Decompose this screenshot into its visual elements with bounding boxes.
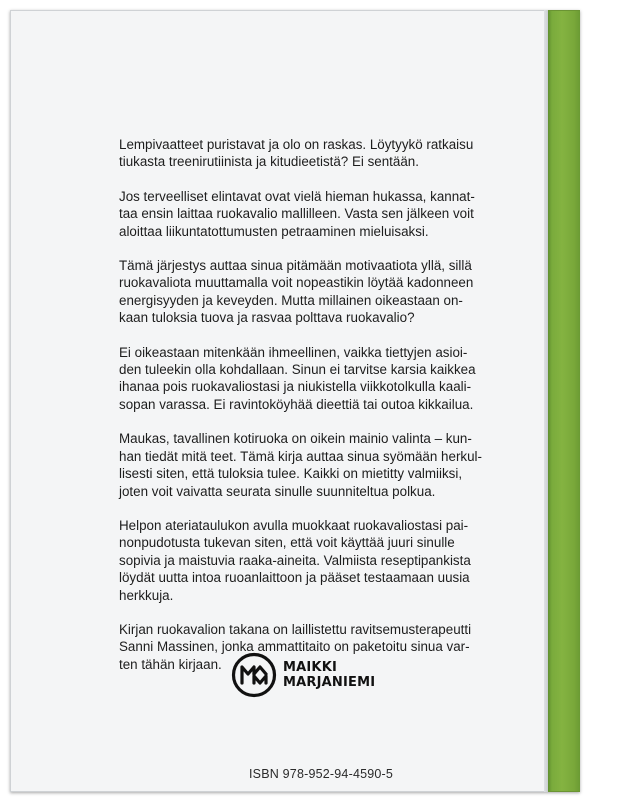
blurb-paragraph-1: Lempivaatteet puristavat ja olo on raskas. Löytyykö ratkaisu tiukasta treenirutiinista ja kitudieetistä? Ei sentään. (119, 137, 474, 170)
mm-monogram-icon (231, 652, 277, 698)
blurb-paragraph-5: Maukas, tavallinen kotiruoka on oikein mainio valinta – kun- han tiedät mitä teet. Tämä kirja auttaa sinua syömään herkul- lisesti siten, että tuloksia tulee. Kaikki on mietitty valmiiksi, joten voit vaivatta seurata sinulle suunniteltua polkua. (119, 431, 482, 499)
logo-line-2: MARJANIEMI (283, 675, 376, 690)
cover-panel (10, 10, 548, 792)
blurb-paragraph-2: Jos terveelliset elintavat ovat vielä hieman hukassa, kannat- taa ensin laittaa ruokavalio mallilleen. Vasta sen jälkeen voit aloittaa liikuntatottumusten petraaminen mieluisaksi. (119, 188, 475, 239)
blurb-text (119, 136, 539, 690)
blurb-paragraph-6: Helpon ateriataulukon avulla muokkaat ruokavaliostasi pai- nonpudotusta tukevan siten, että voit käyttää juuri sinulle sopivia ja maistuvia raaka-aineita. Valmiista reseptipankista löydät uutta intoa ruoanlaittoon ja pääset testaamaan uusia herkkuja. (119, 517, 471, 603)
blurb-paragraph-3: Tämä järjestys auttaa sinua pitämään motivaatiota yllä, sillä ruokavaliota muuttamalla voit nopeastikin löytää kadonneen energisyyden ja keveyden. Mutta millainen oikeastaan on- kaan tuloksia tuova ja rasvaa polttava ruokavalio? (119, 258, 474, 326)
logo-wordmark (283, 660, 375, 690)
book-spine (548, 10, 580, 792)
book-back-cover (10, 10, 580, 792)
publisher-logo (231, 651, 375, 699)
blurb-paragraph-4: Ei oikeastaan mitenkään ihmeellinen, vaikka tiettyjen asioi- den tuleekin olla kohdallaan. Sinun ei tarvitse karsia kaikkea ihanaa pois ruokavaliostasi ja niukistella viikkotolkulla kaali- sopan varassa. Ei ravintoköyhää dieettiä tai outoa kikkailua. (119, 344, 476, 412)
logo-line-1: MAIKKI (283, 660, 338, 675)
blurb-paragraph-7: Kirjan ruokavalion takana on laillistettu ravitsemusterapeutti Sanni Massinen, jonka ammattitaito on paketoitu sinua var- ten tähän kirjaan. (119, 621, 472, 672)
isbn-number: ISBN 978-952-94-4590-5 (249, 767, 394, 781)
